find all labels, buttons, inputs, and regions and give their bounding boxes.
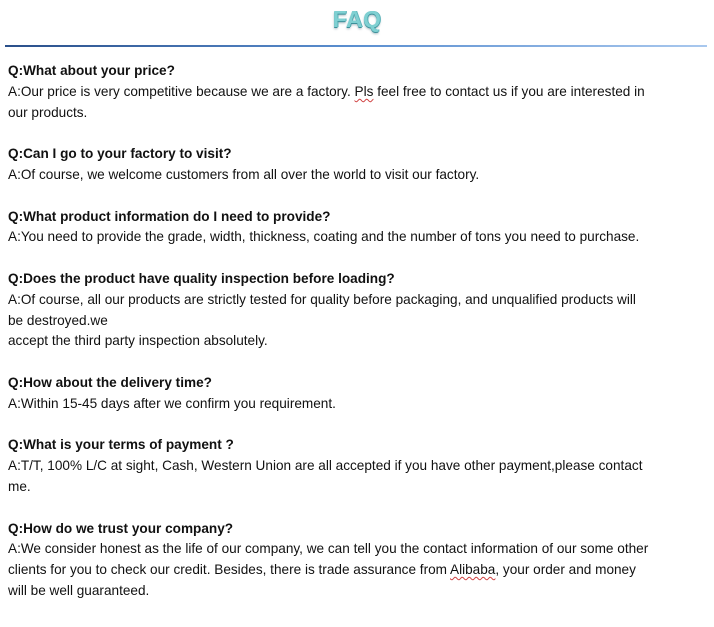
faq-answer-text: A:You need to provide the grade, width, thickness, coating and the number of tons you need to purchase. [8, 229, 640, 245]
faq-answer-text: clients for you to check our credit. Besides, there is trade assurance from [8, 562, 451, 578]
faq-question: Q:How about the delivery time? [8, 374, 212, 390]
faq-answer-line [8, 82, 708, 103]
faq-answer-line [8, 539, 708, 560]
faq-list [8, 61, 708, 602]
faq-answer-line [8, 456, 708, 477]
faq-answer-line [8, 290, 708, 311]
faq-item [8, 519, 708, 602]
faq-question: Q:What about your price? [8, 63, 175, 78]
faq-answer-text: be destroyed.we [8, 312, 108, 328]
faq-answer [8, 165, 708, 186]
faq-answer-text: A:Within 15-45 days after we confirm you requirement. [8, 395, 336, 411]
title-divider [5, 45, 707, 47]
faq-answer-line [8, 394, 708, 415]
faq-item [8, 435, 708, 497]
faq-item [8, 207, 708, 249]
faq-answer-line [8, 331, 708, 352]
faq-answer-text: , your order and money [495, 562, 636, 578]
faq-answer-line [8, 311, 708, 332]
faq-answer-text: our products. [8, 104, 88, 120]
faq-answer-line [8, 477, 708, 498]
faq-answer [8, 456, 708, 498]
faq-answer-line [8, 165, 708, 186]
faq-answer [8, 290, 708, 352]
faq-item [8, 144, 708, 186]
faq-answer-text: feel free to contact us if you are interested in [373, 83, 645, 99]
faq-question: Q:Can I go to your factory to visit? [8, 146, 232, 162]
faq-question: Q:What is your terms of payment ? [8, 437, 234, 453]
faq-answer-text: Alibaba [450, 562, 496, 578]
faq-answer-line [8, 560, 708, 581]
faq-answer-text: accept the third party inspection absolutely. [8, 333, 268, 349]
faq-item [8, 269, 708, 352]
faq-answer-text: me. [8, 478, 31, 494]
faq-answer-text: will be well guaranteed. [8, 582, 150, 598]
faq-question: Q:Does the product have quality inspection before loading? [8, 270, 395, 286]
faq-answer-text: Pls [354, 83, 374, 99]
faq-answer-line [8, 581, 708, 602]
faq-answer-text: A:T/T, 100% L/C at sight, Cash, Western Union are all accepted if you have other payment,please contact [8, 458, 643, 474]
faq-question: Q:What product information do I need to provide? [8, 208, 331, 224]
faq-answer-text: A:Our price is very competitive because we are a factory. [8, 83, 355, 99]
faq-item [8, 373, 708, 415]
faq-answer [8, 82, 708, 124]
faq-answer-text: A:Of course, we welcome customers from all over the world to visit our factory. [8, 166, 480, 182]
faq-title: FAQ [332, 6, 382, 32]
faq-answer-text: A:Of course, all our products are strictly tested for quality before packaging, and unqualified products will [8, 291, 636, 307]
faq-answer [8, 394, 708, 415]
faq-answer [8, 227, 708, 248]
faq-question: Q:How do we trust your company? [8, 520, 234, 536]
faq-answer-text: A:We consider honest as the life of our company, we can tell you the contact information of our some other [8, 541, 649, 557]
faq-item [8, 61, 708, 123]
faq-answer-line [8, 227, 708, 248]
faq-answer [8, 539, 708, 601]
faq-answer-line [8, 103, 708, 124]
